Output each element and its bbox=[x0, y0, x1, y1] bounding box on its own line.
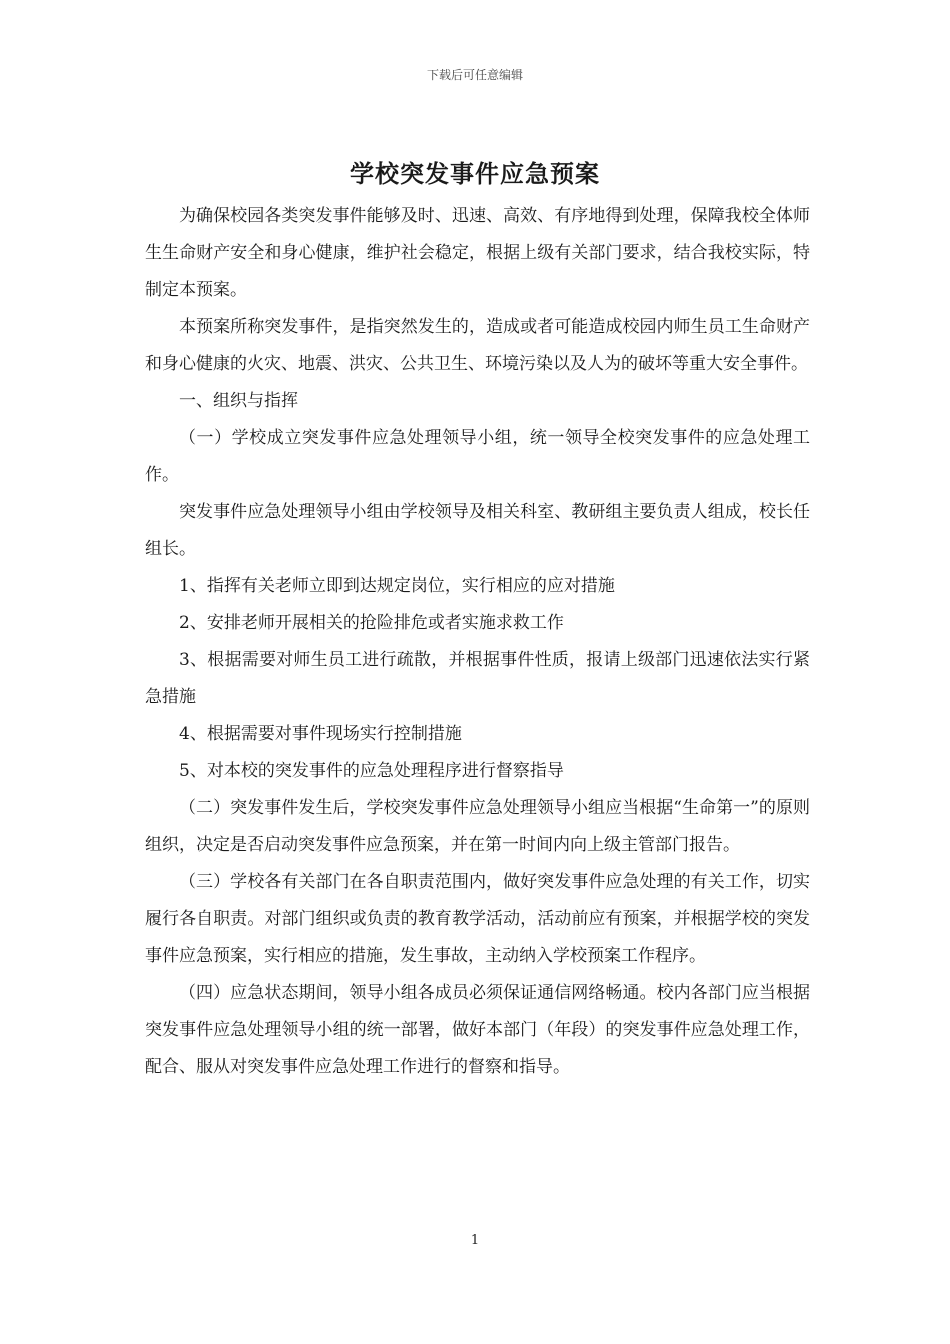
list-item-duty-3: 3、根据需要对师生员工进行疏散，并根据事件性质，报请上级部门迅速依法实行紧急措施 bbox=[145, 650, 810, 707]
paragraph-item-2: （二）突发事件发生后，学校突发事件应急处理领导小组应当根据“生命第一”的原则组织，决定是否启动突发事件应急预案，并在第一时间内向上级主管部门报告。 bbox=[145, 798, 810, 855]
paragraph-item-4: （四）应急状态期间，领导小组各成员必须保证通信网络畅通。校内各部门应当根据突发事件应急处理领导小组的统一部署，做好本部门（年段）的突发事件应急处理工作，配合、服从对突发事件应急处理工作进行的督察和指导。 bbox=[145, 983, 810, 1077]
document-body bbox=[145, 198, 810, 1086]
page-header-note: 下载后可任意编辑 bbox=[426, 68, 523, 82]
paragraph-leadership-group: 突发事件应急处理领导小组由学校领导及相关科室、教研组主要负责人组成，校长任组长。 bbox=[145, 502, 810, 559]
paragraph-item-1: （一）学校成立突发事件应急处理领导小组，统一领导全校突发事件的应急处理工作。 bbox=[145, 428, 810, 485]
list-item-duty-4: 4、根据需要对事件现场实行控制措施 bbox=[179, 724, 462, 744]
paragraph-purpose: 为确保校园各类突发事件能够及时、迅速、高效、有序地得到处理，保障我校全体师生生命财产安全和身心健康，维护社会稳定，根据上级有关部门要求，结合我校实际，特制定本预案。 bbox=[145, 206, 810, 300]
list-item-duty-2: 2、安排老师开展相关的抢险排危或者实施求救工作 bbox=[179, 613, 564, 633]
paragraph-item-3: （三）学校各有关部门在各自职责范围内，做好突发事件应急处理的有关工作，切实履行各自职责。对部门组织或负责的教育教学活动，活动前应有预案，并根据学校的突发事件应急预案，实行相应的措施，发生事故，主动纳入学校预案工作程序。 bbox=[145, 872, 810, 966]
list-item-duty-1: 1、指挥有关老师立即到达规定岗位，实行相应的应对措施 bbox=[179, 576, 615, 596]
page-number: 1 bbox=[470, 1233, 480, 1248]
paragraph-definition: 本预案所称突发事件，是指突然发生的，造成或者可能造成校园内师生员工生命财产和身心健康的火灾、地震、洪灾、公共卫生、环境污染以及人为的破坏等重大安全事件。 bbox=[145, 317, 810, 374]
document-title: 学校突发事件应急预案 bbox=[350, 160, 600, 188]
list-item-duty-5: 5、对本校的突发事件的应急处理程序进行督察指导 bbox=[179, 761, 564, 781]
section-heading-organization: 一、组织与指挥 bbox=[179, 391, 298, 411]
